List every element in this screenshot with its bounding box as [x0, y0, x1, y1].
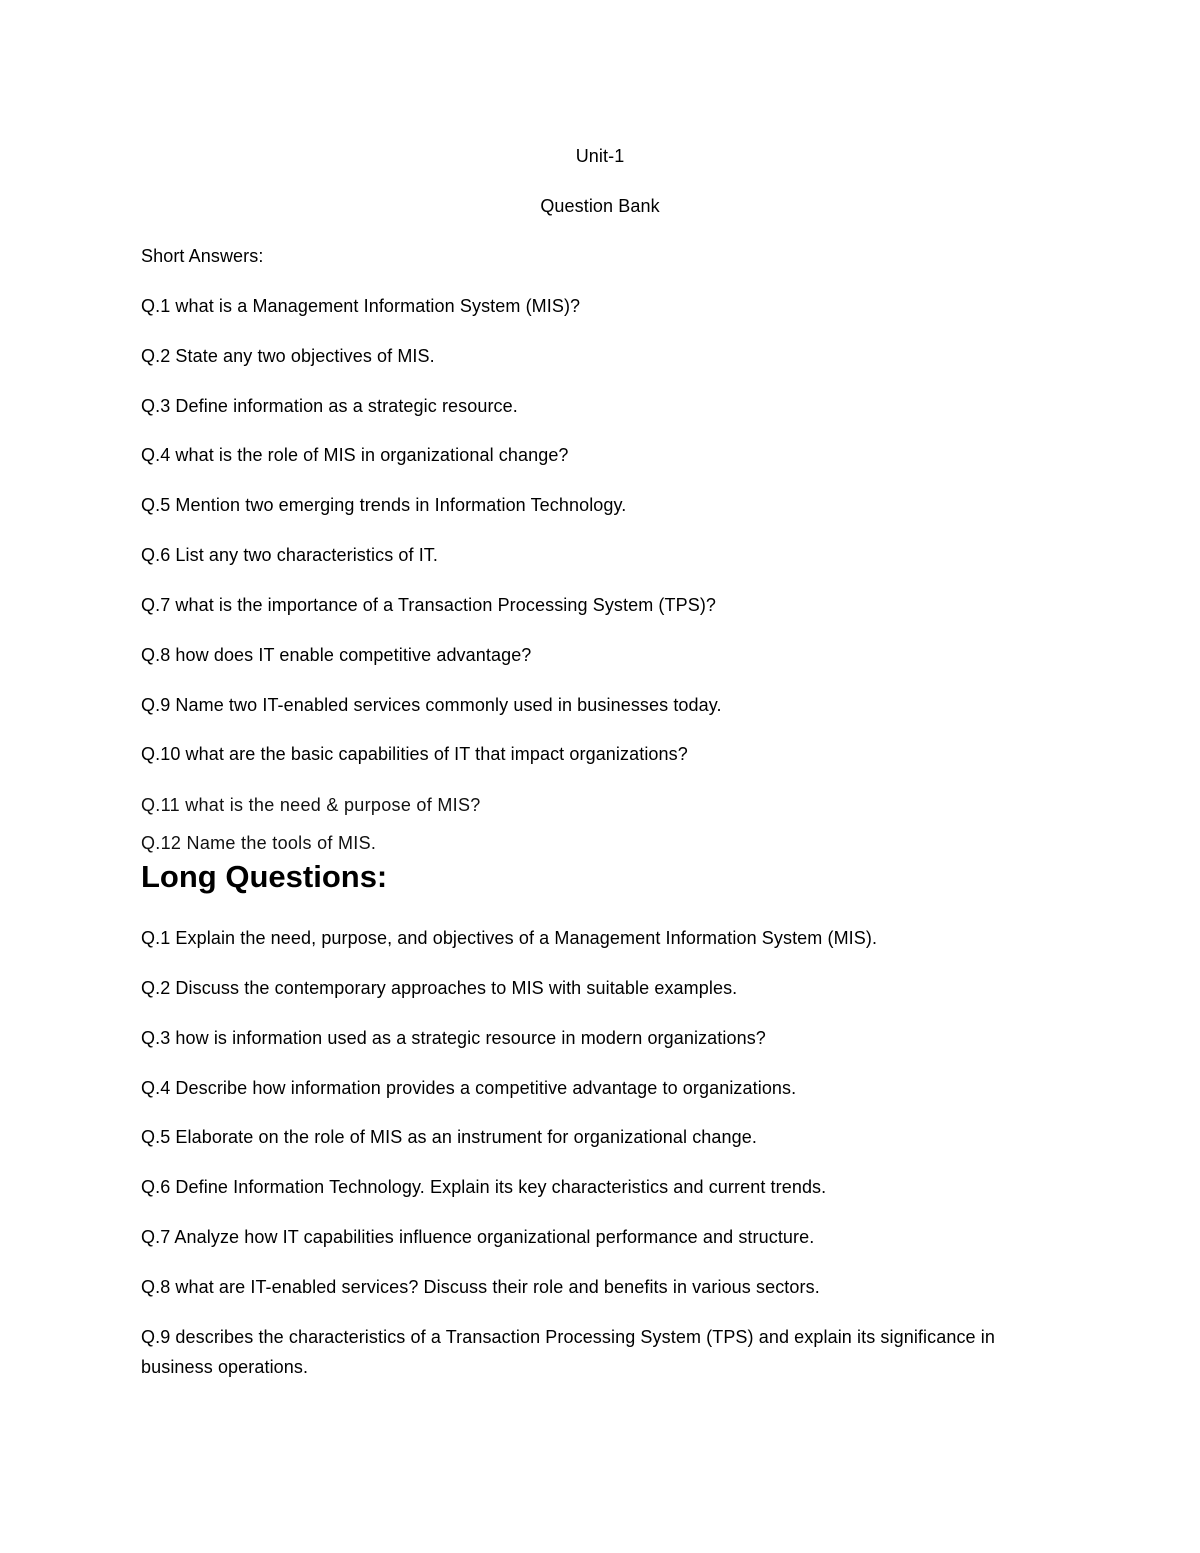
short-question: Q.8 how does IT enable competitive advantage? — [141, 645, 532, 665]
short-question: Q.6 List any two characteristics of IT. — [141, 545, 439, 565]
short-question: Q.4 what is the role of MIS in organizational change? — [141, 445, 569, 465]
long-question: Q.3 how is information used as a strategic resource in modern organizations? — [141, 1028, 766, 1048]
short-question: Q.1 what is a Management Information System (MIS)? — [141, 296, 581, 316]
long-question: Q.4 Describe how information provides a competitive advantage to organizations. — [141, 1078, 797, 1098]
short-question: Q.12 Name the tools of MIS. — [141, 833, 377, 853]
short-question: Q.7 what is the importance of a Transaction Processing System (TPS)? — [141, 595, 717, 615]
long-question: Q.7 Analyze how IT capabilities influence organizational performance and structure. — [141, 1227, 815, 1247]
short-question: Q.10 what are the basic capabilities of IT that impact organizations? — [141, 744, 688, 764]
long-questions-heading: Long Questions: — [141, 859, 388, 894]
short-answers-heading: Short Answers: — [141, 246, 264, 266]
short-question: Q.9 Name two IT-enabled services commonly used in businesses today. — [141, 695, 722, 715]
long-question: Q.2 Discuss the contemporary approaches to MIS with suitable examples. — [141, 978, 738, 998]
short-question: Q.3 Define information as a strategic resource. — [141, 396, 518, 416]
short-question: Q.2 State any two objectives of MIS. — [141, 346, 435, 366]
document-subtitle: Question Bank — [540, 196, 660, 216]
long-question: Q.8 what are IT-enabled services? Discuss their role and benefits in various sectors. — [141, 1277, 820, 1297]
long-question: Q.5 Elaborate on the role of MIS as an instrument for organizational change. — [141, 1127, 757, 1147]
long-question: Q.1 Explain the need, purpose, and objectives of a Management Information System (MIS). — [141, 928, 878, 948]
short-question: Q.5 Mention two emerging trends in Information Technology. — [141, 495, 627, 515]
short-question: Q.11 what is the need & purpose of MIS? — [141, 795, 481, 815]
long-question: Q.9 describes the characteristics of a Transaction Processing System (TPS) and explain its significance in business operations. — [141, 1327, 995, 1377]
long-question: Q.6 Define Information Technology. Explain its key characteristics and current trends. — [141, 1177, 827, 1197]
unit-title: Unit-1 — [575, 146, 625, 166]
